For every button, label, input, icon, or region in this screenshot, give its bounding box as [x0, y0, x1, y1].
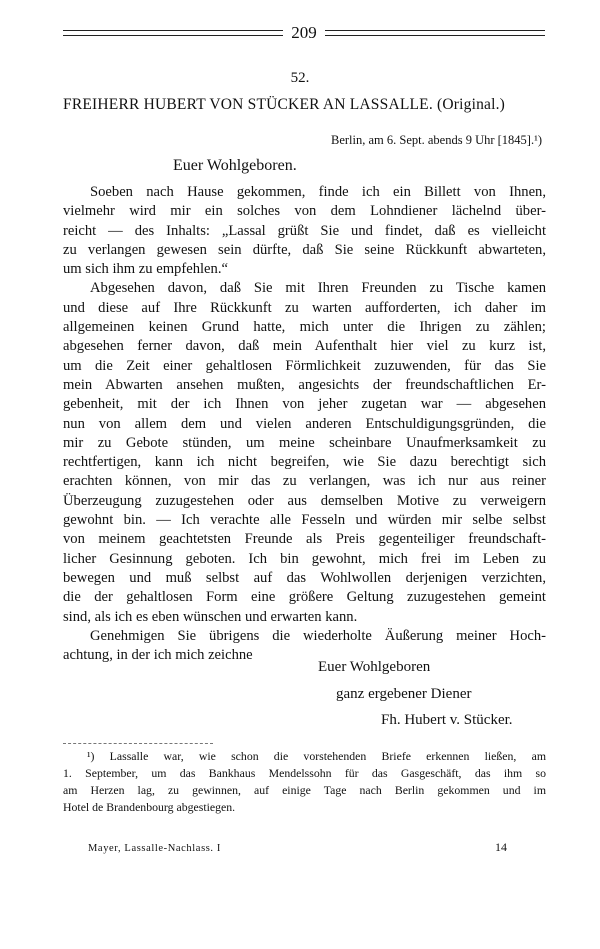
text-line: sind, als ich es eben wünschen und erwarten kann.	[63, 608, 358, 625]
text-line: nun von allem dem und vielen anderen Entschuldigungsgründen, die	[63, 415, 546, 432]
footer-source: Mayer, Lassalle-Nachlass. I	[88, 843, 221, 854]
text-line: Soeben nach Hause gekommen, finde ich ein Billett von Ihnen,	[90, 184, 546, 200]
page-number: 209	[291, 23, 317, 42]
text-line: mein Abwarten ansehen mußten, angesichts der freundschaftlichen Er-	[63, 376, 546, 393]
text-line: rechtfertigen, kann ich nicht begreifen, wie Sie dazu berechtigt sich	[63, 454, 546, 471]
header-rule-left	[63, 30, 283, 36]
letter-title: FREIHERR HUBERT VON STÜCKER AN LASSALLE. (Original.)	[63, 96, 506, 113]
text-line: allgemeinen keinen Grund hatte, mich unter die Ihrigen zu zählen;	[63, 319, 546, 336]
text-line: mir zu Gebote stünden, um meine scheinbare Unaufmerksamkeit zu	[63, 434, 546, 451]
page-header	[63, 22, 545, 44]
text-line: vielmehr wird mir ein solches von dem Lohndiener lächelnd über-	[63, 203, 546, 220]
header-rule-right	[325, 30, 545, 36]
footnote-line: ¹) Lassalle war, wie schon die vorstehenden Briefe erkennen ließen, am	[87, 749, 546, 763]
text-line: gewohnt bin. — Ich verachte alle Fesseln und würden mir selbe selbst	[63, 512, 546, 529]
footnote-line: am Herzen lag, zu gewinnen, auf einige Tage nach Berlin gekommen und im	[63, 783, 546, 797]
paragraph-2	[63, 279, 546, 626]
letter-number: 52.	[290, 70, 310, 86]
text-line: um sich ihm zu empfehlen.“	[63, 261, 228, 278]
text-line: und diese auf Ihre Rückkunft zu warten aufforderten, ich daher im	[63, 299, 546, 316]
text-line: erachten können, von mir das zu verlangen, was ich nur aus reiner	[63, 473, 546, 490]
text-line: bewegen und muß selbst auf das Wohlwollen derjenigen verzichten,	[63, 569, 546, 586]
footnote	[63, 748, 546, 816]
footnote-divider	[63, 743, 213, 744]
salutation: Euer Wohlgeboren.	[173, 157, 297, 174]
footer-signature-number: 14	[495, 840, 507, 854]
closing-line-1: Euer Wohlgeboren	[318, 659, 431, 675]
footnote-line: Hotel de Brandenbourg abgestiegen.	[63, 800, 236, 814]
text-line: Überzeugung zuzugestehen oder aus demselben Motive zu verweigern	[63, 492, 546, 509]
text-line: um die Zeit einer gehaltlosen Förmlichkeit zuzuwenden, für das Sie	[63, 357, 546, 374]
closing-line-2: ganz ergebener Diener	[336, 686, 472, 702]
signature: Fh. Hubert v. Stücker.	[381, 712, 513, 728]
text-line: achtung, in der ich mich zeichne	[63, 647, 253, 664]
text-line: zu verlangen gewesen sein dürfte, daß Sie seine Rückkunft abwarteten,	[63, 241, 546, 258]
letter-body	[63, 183, 546, 665]
text-line: Genehmigen Sie übrigens die wiederholte Äußerung meiner Hoch-	[90, 627, 546, 644]
footnote-line: 1. September, um das Bankhaus Mendelssohn für das Gasgeschäft, das ihm so	[63, 766, 546, 780]
text-line: Abgesehen davon, daß Sie mit Ihren Freunden zu Tische kamen	[90, 280, 546, 297]
text-line: abgesehen ferner davon, daß mein Aufenthalt hier viel zu kurz ist,	[63, 338, 546, 355]
text-line: die der gehaltlosen Form eine größere Geltung zuzugestehen gemeint	[63, 589, 546, 606]
text-line: von meinem geachtetsten Freunde als Preis gegenteiliger freundschaft-	[63, 531, 546, 548]
dateline: Berlin, am 6. Sept. abends 9 Uhr [1845].¹)	[331, 133, 542, 147]
text-line: reicht — des Inhalts: „Lassal grüßt Sie und findet, daß es vielleicht	[63, 222, 546, 239]
text-line: gebenheit, mit der ich Ihnen von jeher zugetan war — abgesehen	[63, 396, 546, 413]
text-line: licher Gesinnung geboten. Ich bin gewohnt, mich frei im Leben zu	[63, 550, 546, 567]
paragraph-1	[63, 183, 546, 279]
